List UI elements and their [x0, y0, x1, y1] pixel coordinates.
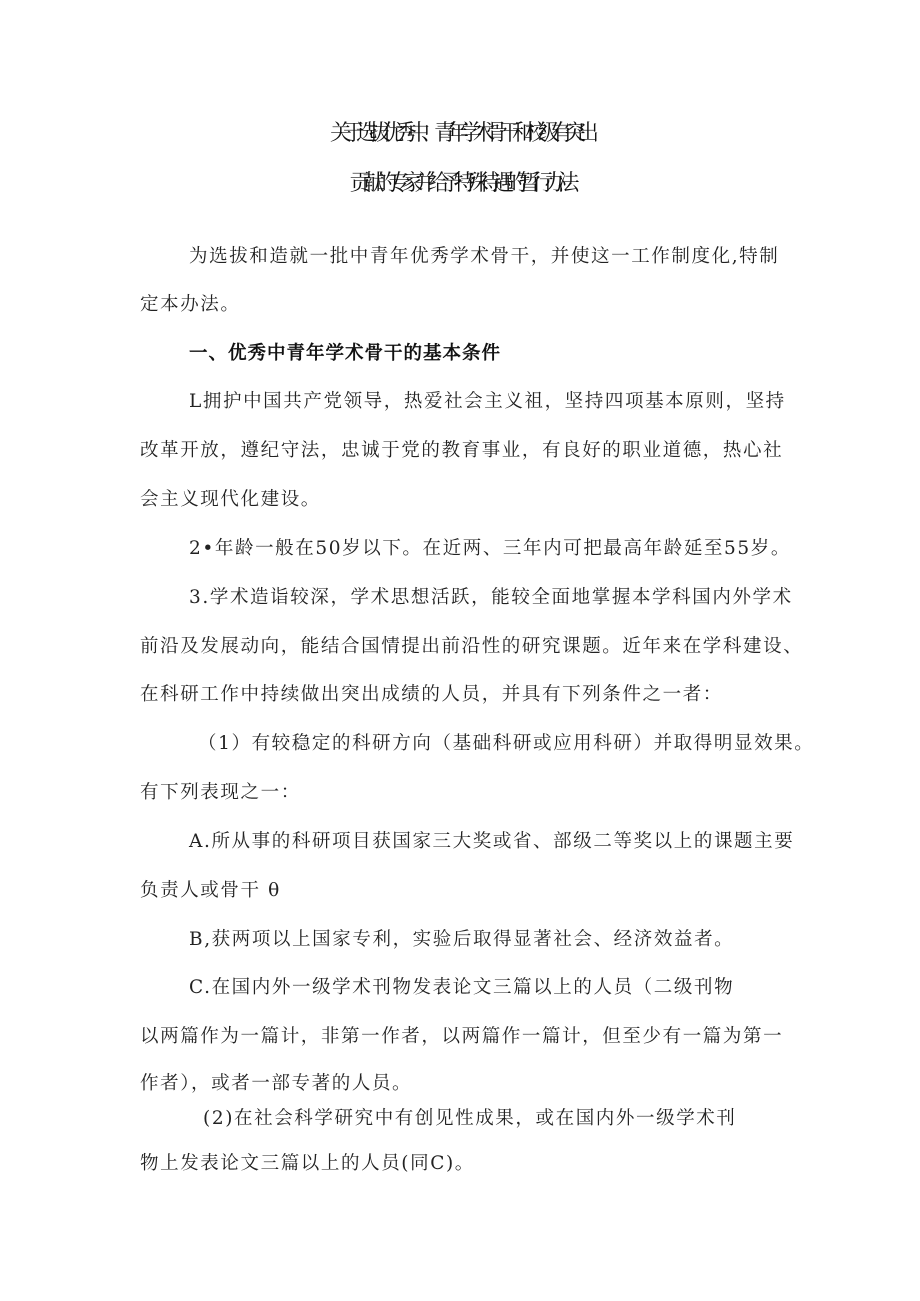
sub-item-a-line-1: A.所从事的科研项目获国家三大奖或省、部级二等奖以上的课题主要	[189, 831, 795, 852]
section-1-heading: 一、优秀中青年学术骨干的基本条件	[189, 343, 502, 364]
item-1-line-3: 会主义现代化建设。	[140, 489, 321, 510]
sub-item-c-line-3: 作者），或者一部专著的人员。	[140, 1073, 413, 1094]
sub-item-2-line-2: 物上发表论文三篇以上的人员(同C)。	[140, 1153, 475, 1174]
sub-item-c-line-2: 以两篇作为一篇计，非第一作者，以两篇作一篇计，但至少有一篇为第一	[140, 1026, 784, 1047]
sub-item-b-line-1: B,获两项以上国家专利，实验后取得显著社会、经济效益者。	[189, 929, 735, 950]
item-1-line-1: L拥护中国共产党领导，热爱社会主义祖，坚持四项基本原则，坚持	[189, 391, 786, 412]
document-title-line-2: 贡献的专家并给予特殊待遇的暂行办法	[349, 171, 571, 196]
item-1-line-2: 改革开放，遵纪守法，忠诚于党的教育事业，有良好的职业道德，热心社	[140, 440, 784, 461]
item-3-line-2: 前沿及发展动向，能结合国情提出前沿性的研究课题。近年来在学科建设、	[140, 636, 804, 657]
item-3-line-3: 在科研工作中持续做出突出成绩的人员，并具有下列条件之一者：	[140, 684, 723, 705]
sub-item-1-line-2: 有下列表现之一：	[140, 782, 301, 803]
sub-item-c-line-1: C.在国内外一级学术刊物发表论文三篇以上的人员（二级刊物	[189, 977, 735, 998]
sub-item-a-line-2: 负责人或骨干 θ	[140, 880, 281, 901]
intro-paragraph-line-2: 定本办法。	[140, 294, 241, 315]
sub-item-2-line-1: (2)在社会科学研究中有创见性成果，或在国内外一级学术刊	[203, 1108, 737, 1129]
intro-paragraph-line-1: 为选拔和造就一批中青年优秀学术骨干，并使这一工作制度化,特制	[189, 246, 780, 267]
sub-item-1-line-1: （1）有较稳定的科研方向（基础科研或应用科研）并取得明显效果。	[198, 733, 815, 754]
item-3-line-1: 3.学术造诣较深，学术思想活跃，能较全面地掌握本学科国内外学术	[189, 587, 793, 608]
document-title-line-1: 关于选拔优秀中、青年学术骨干和校级有突出	[329, 121, 590, 146]
item-2-line-1: 2•年龄一般在50岁以下。在近两、三年内可把最高年龄延至55岁。	[189, 538, 791, 559]
